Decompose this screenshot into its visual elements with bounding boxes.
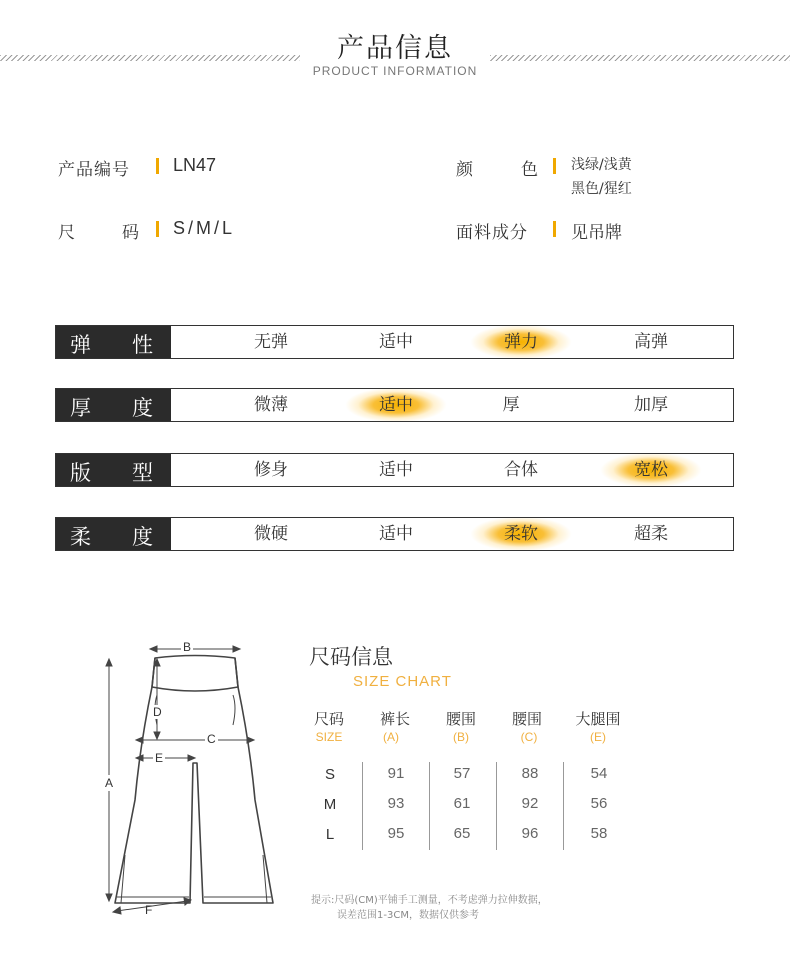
arrow-icon [247,737,254,743]
color-bar [553,158,556,174]
scale-option: 适中 [379,460,413,480]
arrow-icon [188,755,195,761]
scale-header [56,454,171,486]
scale-header-char-2: 型 [132,461,153,485]
table-cell: 56 [590,795,608,812]
scale-fit [55,453,734,487]
measurement-note-line1: 提示:尺码(CM)平铺手工测量，不考虑弹力拉伸数据， [311,895,548,906]
table-cell: 61 [453,795,471,812]
scale-header-char-1: 弹 [70,333,91,357]
pants-outline [115,658,273,903]
table-cell: 91 [387,765,405,782]
scale-option: 加厚 [634,395,668,415]
col-sub-waist-b: (B) [453,730,469,744]
scale-thickness [55,388,734,422]
label-a: A [105,776,114,790]
arrow-icon [150,646,157,652]
size-value: S/M/L [173,218,236,238]
scale-header-char-2: 度 [132,396,153,420]
size-chart-subtitle: SIZE CHART [353,673,452,690]
waistband-outline [152,656,238,692]
page-title: 产品信息 [337,33,453,64]
scale-option-selected: 宽松 [596,454,706,486]
fabric-bar [553,221,556,237]
arrow-icon [106,894,112,901]
col-sub-length: (A) [383,730,399,744]
column-divider [496,762,497,850]
table-cell: 96 [521,825,539,842]
scale-option-selected: 适中 [341,389,451,421]
arrow-icon [154,732,160,739]
size-label-1: 尺 [58,223,75,243]
product-code-value: LN47 [173,155,217,175]
table-cell: 92 [521,795,539,812]
label-f: F [145,903,153,917]
fabric-label: 面料成分 [456,223,528,243]
scale-softness [55,517,734,551]
color-label-2: 色 [521,160,538,180]
scale-option: 厚 [502,395,520,415]
scale-header-char-1: 柔 [70,525,91,549]
size-chart-title: 尺码信息 [309,645,393,669]
col-header-thigh: 大腿围 [575,710,621,728]
pants-diagram [95,635,285,925]
column-divider [429,762,430,850]
col-sub-waist-c: (C) [520,730,538,744]
scale-option: 超柔 [634,524,668,544]
arrow-icon [113,907,121,914]
scale-option-selected: 弹力 [466,326,576,358]
scale-option: 微薄 [254,395,288,415]
measurement-note-line2: 误差范围1-3CM，数据仅供参考 [337,910,479,921]
product-code-bar [156,158,159,174]
scale-option: 无弹 [254,332,288,352]
scale-elasticity [55,325,734,359]
arrow-icon [233,646,240,652]
table-cell: 65 [453,825,471,842]
scale-option: 修身 [254,460,288,480]
col-header-waist-c: 腰围 [511,710,542,728]
arrow-icon [136,737,143,743]
page-subtitle: PRODUCT INFORMATION [312,64,478,78]
scale-header-char-2: 性 [132,333,153,357]
table-cell: L [325,826,335,843]
table-cell: S [324,766,335,783]
column-divider [563,762,564,850]
color-label-1: 颜 [456,160,473,180]
pocket-right [233,695,235,725]
col-sub-size: SIZE [315,730,343,744]
color-value-1: 浅绿/浅黄 [571,157,632,173]
col-header-length: 裤长 [379,710,410,728]
col-sub-thigh: (E) [590,730,606,744]
scale-header [56,326,171,358]
scale-option: 高弹 [634,332,668,352]
scale-header-char-1: 版 [70,461,91,485]
scale-option: 适中 [379,524,413,544]
size-label-2: 码 [122,223,139,243]
scale-option: 微硬 [254,524,288,544]
scale-option-selected: 柔软 [466,518,576,550]
label-c: C [207,732,216,746]
scale-header [56,389,171,421]
table-cell: M [323,796,337,813]
table-cell: 57 [453,765,471,782]
table-cell: 95 [387,825,405,842]
table-cell: 54 [590,765,608,782]
color-value-2: 黑色/猩红 [571,181,632,197]
label-b: B [183,640,192,654]
table-cell: 88 [521,765,539,782]
col-header-waist-b: 腰围 [445,710,476,728]
scale-option: 合体 [504,460,538,480]
table-cell: 58 [590,825,608,842]
fabric-value: 见吊牌 [571,223,622,243]
size-bar [156,221,159,237]
arrow-icon [106,659,112,666]
column-divider [362,762,363,850]
product-code-label: 产品编号 [58,160,130,180]
label-d: D [153,705,162,719]
table-cell: 93 [387,795,405,812]
col-header-size: 尺码 [313,710,344,728]
label-e: E [155,751,164,765]
scale-header-char-2: 度 [132,525,153,549]
scale-option: 适中 [379,332,413,352]
scale-header-char-1: 厚 [70,396,91,420]
scale-header [56,518,171,550]
